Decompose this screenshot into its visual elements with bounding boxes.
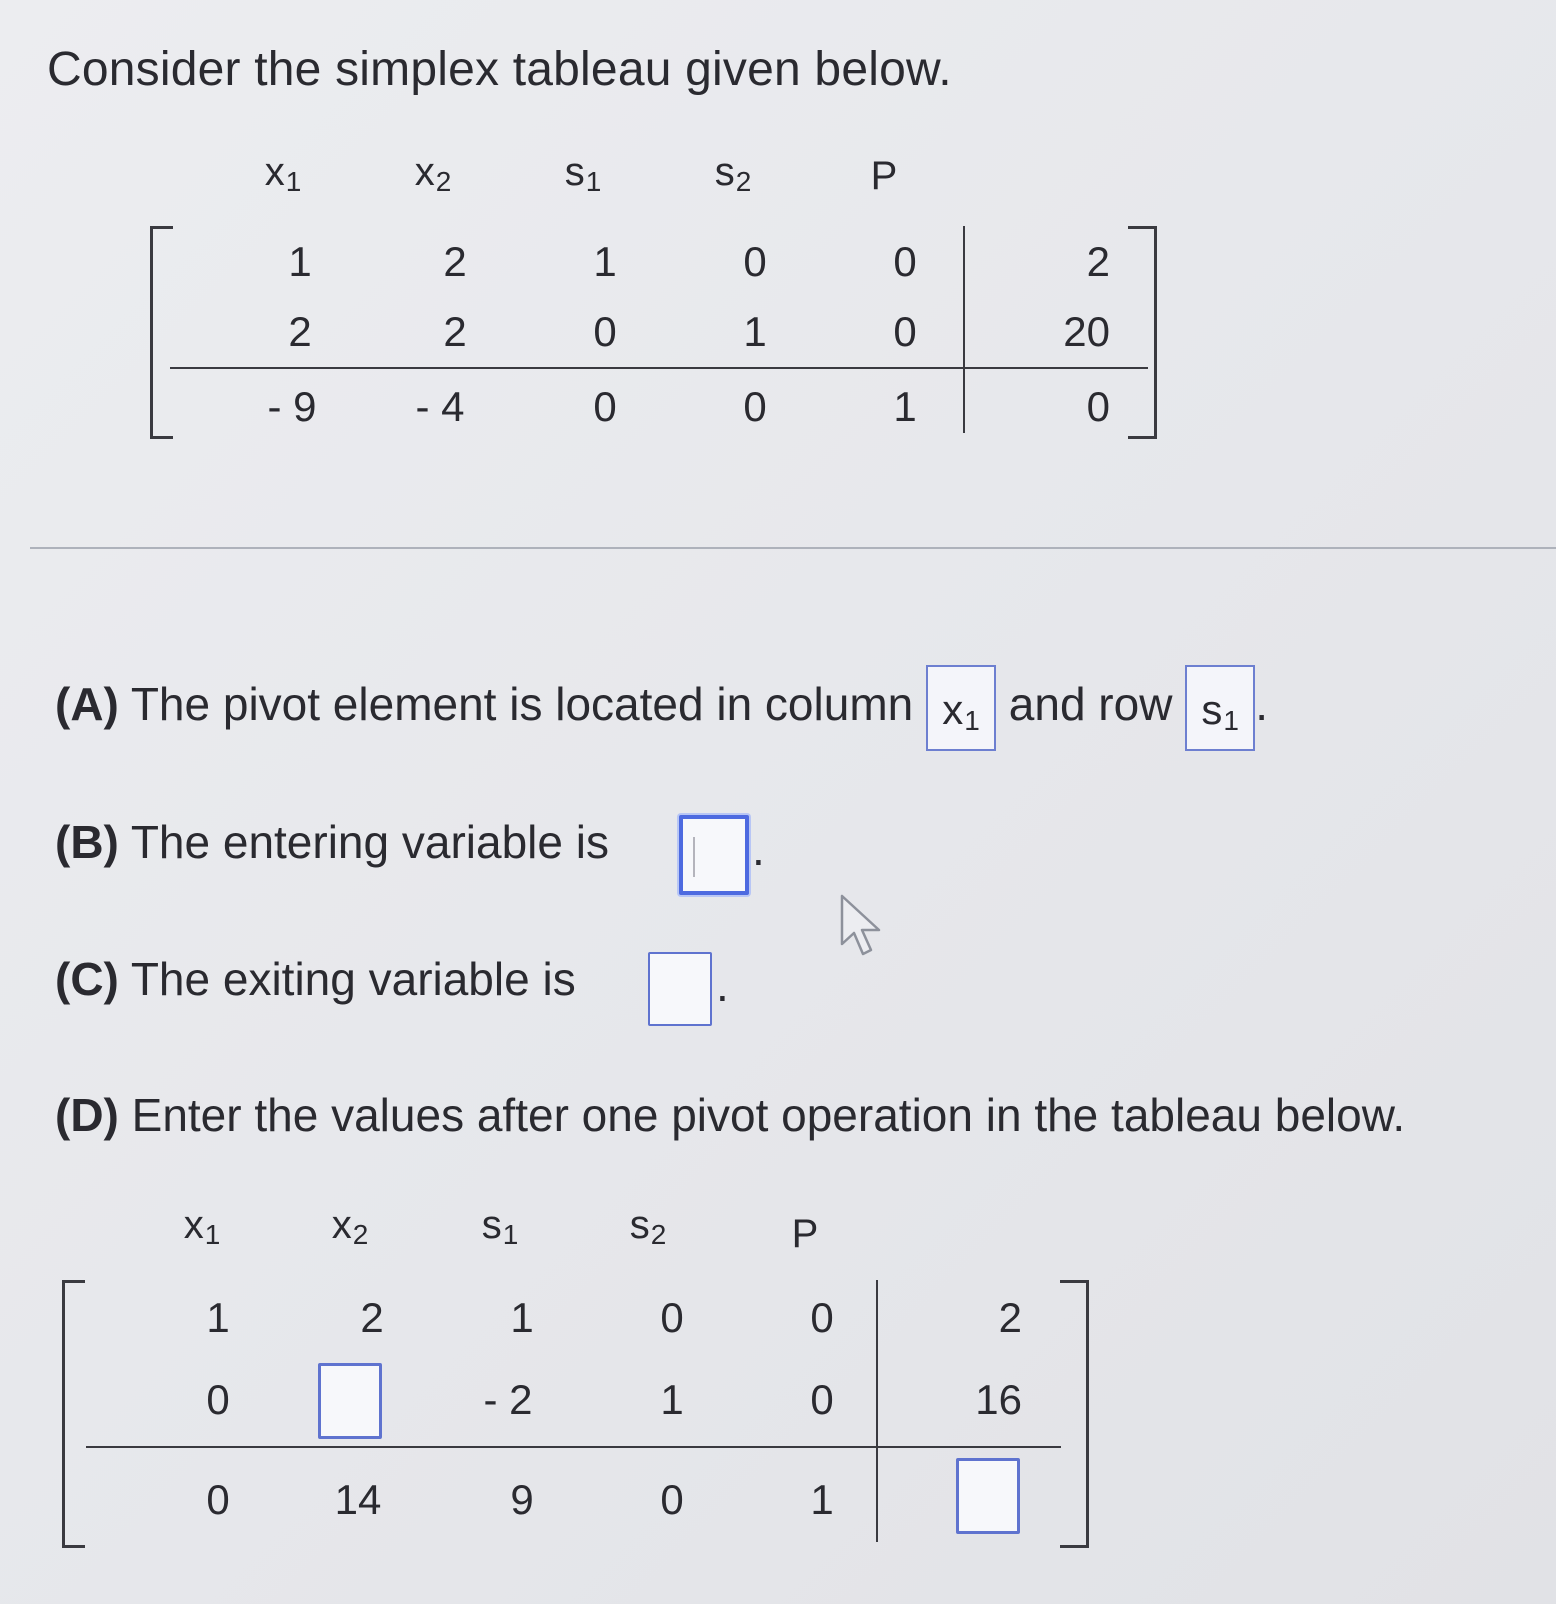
part-c-text: The exiting variable is <box>130 953 576 1005</box>
header-p: P <box>791 1212 819 1256</box>
header-s1: $s_1$ <box>481 1203 519 1250</box>
header-s1: $s_1$ <box>564 150 602 197</box>
t1-rhs: 0 <box>1086 383 1110 430</box>
header-s2: $s_2$ <box>714 150 752 197</box>
t2-rhs: 2 <box>998 1294 1022 1341</box>
t1-rhs: 2 <box>1086 238 1110 285</box>
t2-cell: 1 <box>810 1476 834 1523</box>
t2-cell: - 2 <box>483 1376 533 1423</box>
t2-cell: 0 <box>810 1376 834 1423</box>
part-d-label: (D) <box>55 1089 119 1141</box>
header-x1: $x_1$ <box>183 1203 221 1250</box>
left-bracket <box>62 1280 85 1548</box>
part-b-text: The entering variable is <box>130 816 609 868</box>
header-x2: $x_2$ <box>331 1203 369 1250</box>
t1-cell: 0 <box>743 238 767 285</box>
part-c-period: . <box>716 959 729 1011</box>
t2-cell: 9 <box>510 1476 534 1523</box>
t1-cell: 1 <box>593 238 617 285</box>
pivot-x2-input[interactable] <box>318 1363 382 1439</box>
part-a-text: The pivot element is located in column <box>130 678 914 731</box>
t2-cell: 0 <box>660 1476 684 1523</box>
rhs-separator <box>876 1280 878 1542</box>
t1-cell: 0 <box>593 308 617 355</box>
pivot-column-answer[interactable]: $x_1$ <box>926 665 996 751</box>
t1-rhs: 20 <box>1063 308 1110 355</box>
mouse-pointer-icon <box>838 892 888 962</box>
t2-cell: 0 <box>206 1476 230 1523</box>
header-x2: $x_2$ <box>414 150 452 197</box>
part-a-label: (A) <box>55 678 119 731</box>
t2-cell: 0 <box>206 1376 230 1423</box>
t1-cell: - 9 <box>267 383 317 430</box>
header-p: P <box>870 154 898 198</box>
part-a-middle-text: and row <box>1008 678 1173 731</box>
t2-cell: 2 <box>360 1294 384 1341</box>
part-d-text: Enter the values after one pivot operation in the tableau below. <box>131 1089 1406 1141</box>
part-c-label: (C) <box>55 953 119 1005</box>
header-s2: $s_2$ <box>629 1203 667 1250</box>
t1-cell: - 4 <box>415 383 465 430</box>
t2-cell: 1 <box>206 1294 230 1341</box>
part-a-period: . <box>1255 678 1268 731</box>
t1-cell: 0 <box>893 308 917 355</box>
t2-cell: 1 <box>510 1294 534 1341</box>
t1-cell: 2 <box>443 308 467 355</box>
t2-cell: 0 <box>810 1294 834 1341</box>
part-b-period: . <box>752 823 765 875</box>
t1-cell: 0 <box>893 238 917 285</box>
t2-cell: 1 <box>660 1376 684 1423</box>
header-x1: $x_1$ <box>264 150 302 197</box>
t1-cell: 2 <box>443 238 467 285</box>
t2-cell: 14 <box>334 1476 382 1523</box>
right-bracket <box>1060 1280 1089 1548</box>
t2-cell: 0 <box>660 1294 684 1341</box>
part-b-label: (B) <box>55 816 119 868</box>
t1-cell: 2 <box>288 308 312 355</box>
t1-cell: 1 <box>743 308 767 355</box>
t1-cell: 1 <box>893 383 917 430</box>
objective-rhs-input[interactable] <box>956 1458 1020 1534</box>
t1-cell: 0 <box>593 383 617 430</box>
objective-row-separator <box>86 1446 1061 1448</box>
t2-rhs: 16 <box>975 1376 1022 1423</box>
pivot-row-answer[interactable]: $s_1$ <box>1185 665 1255 751</box>
t1-cell: 1 <box>288 238 312 285</box>
t1-cell: 0 <box>743 383 767 430</box>
question-prompt: Consider the simplex tableau given below. <box>47 43 952 96</box>
